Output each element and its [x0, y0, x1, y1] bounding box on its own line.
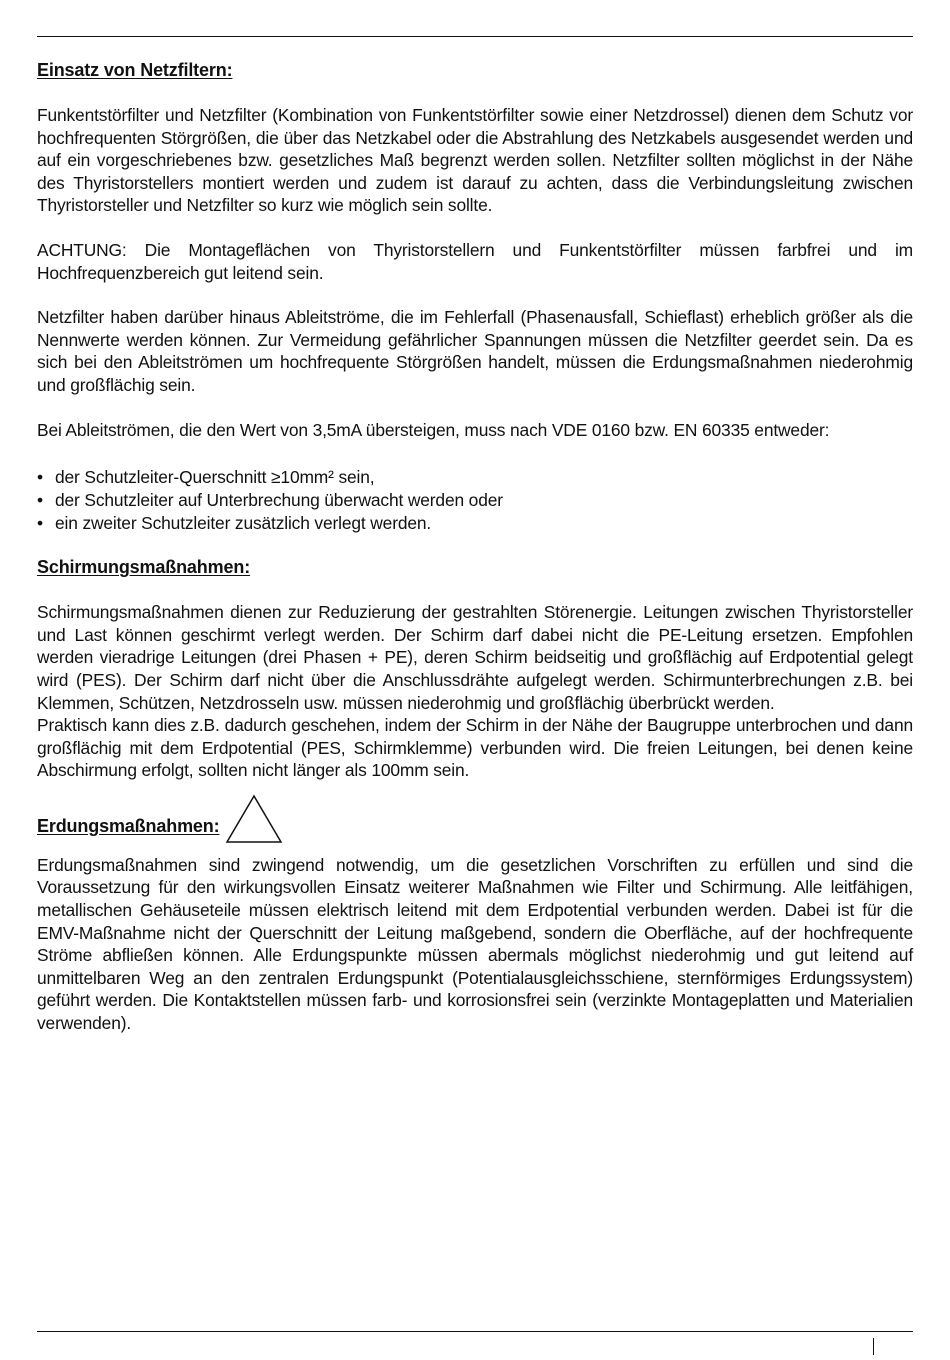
paragraph-ableitstroeme: Netzfilter haben darüber hinaus Ableitströme, die im Fehlerfall (Phasenausfall, Schieflast) erheblich größer als die Nennwerte werden können. Zur Vermeidung gefährlicher Spannungen müssen die Netzfilter geerdet sein. Da es sich bei den Ableitströmen um hochfrequente Störgrößen handelt, müssen die Erdungsmaßnahmen niederohmig und großflächig sein.	[37, 307, 913, 395]
list-item: • der Schutzleiter auf Unterbrechung überwacht werden oder	[37, 490, 503, 511]
paragraph-erdung: Erdungsmaßnahmen sind zwingend notwendig, um die gesetzlichen Vorschriften zu erfüllen und sind die Voraussetzung für den wirkungsvollen Einsatz weiterer Maßnahmen wie Filter und Schirmung. Alle leitfähigen, metallischen Gehäuseteile müssen elektrisch leitend mit dem Erdpotential verbunden werden. Dabei ist für die EMV-Maßnahme nicht der Querschnitt der Leitung maßgebend, sondern die Oberfläche, auf der hochfrequente Ströme abfließen können. Alle Erdungspunkte müssen abermals möglichst niederohmig und gut leitend auf unmittelbaren Weg an den zentralen Erdungspunkt (Potentialausgleichsschiene, sternförmiges Erdungssystem) geführt werden. Die Kontaktstellen müssen farb- und korrosionsfrei sein (verzinkte Montageplatten und Materialien verwenden).	[37, 854, 913, 1034]
paragraph-achtung: ACHTUNG: Die Montageflächen von Thyristorstellern und Funkentstörfilter müssen farbfrei und im Hochfrequenzbereich gut leitend sein.	[37, 239, 913, 283]
document-body	[37, 58, 913, 1035]
bullet-list	[37, 466, 913, 535]
list-item: • der Schutzleiter-Querschnitt ≥10mm² sein,	[37, 467, 375, 488]
top-rule	[37, 36, 913, 37]
paragraph-vde: Bei Ableitströmen, die den Wert von 3,5mA übersteigen, muss nach VDE 0160 bzw. EN 60335 entweder:	[37, 419, 830, 440]
heading-netzfilter: Einsatz von Netzfiltern:	[37, 60, 233, 80]
page-marker	[873, 1338, 874, 1355]
warning-triangle-icon	[225, 794, 283, 844]
heading-erdung: Erdungsmaßnahmen:	[37, 815, 220, 836]
bottom-rule	[37, 1331, 913, 1332]
heading-schirmung: Schirmungsmaßnahmen:	[37, 557, 251, 578]
paragraph-schirmung: Schirmungsmaßnahmen dienen zur Reduzierung der gestrahlten Störenergie. Leitungen zwischen Thyristorsteller und Last können geschirmt verlegt werden. Der Schirm darf dabei nicht die PE-Leitung ersetzen. Empfohlen werden vieradrige Leitungen (drei Phasen + PE), deren Schirm beidseitig und großflächig auf Erdpotential gelegt wird (PES). Der Schirm darf nicht über die Anschlussdrähte aufgelegt werden. Schirmunterbrechungen z.B. bei Klemmen, Schützen, Netzdrosseln usw. müssen niederohmig und großflächig überbrückt werden.	[37, 602, 913, 713]
heading-erdung-row	[37, 794, 913, 838]
list-item: • ein zweiter Schutzleiter zusätzlich verlegt werden.	[37, 513, 432, 534]
paragraph-netzfilter-intro: Funkentstörfilter und Netzfilter (Kombination von Funkentstörfilter sowie einer Netzdrossel) dienen dem Schutz vor hochfrequenten Störgrößen, die über das Netzkabel oder die Abstrahlung des Netzkabels ausgesendet werden und auf ein vorgeschriebenes bzw. gesetzliches Maß begrenzt werden sollen. Netzfilter sollten möglichst in der Nähe des Thyristorstellers montiert werden und zudem ist darauf zu achten, dass die Verbindungsleitung zwischen Thyristorsteller und Netzfilter so kurz wie möglich sein sollte.	[37, 105, 913, 216]
paragraph-schirmung-praxis: Praktisch kann dies z.B. dadurch geschehen, indem der Schirm in der Nähe der Baugruppe unterbrochen und dann großflächig mit dem Erdpotential (PES, Schirmklemme) verbunden wird. Die freien Leitungen, bei denen keine Abschirmung erfolgt, sollten nicht länger als 100mm sein.	[37, 715, 913, 781]
